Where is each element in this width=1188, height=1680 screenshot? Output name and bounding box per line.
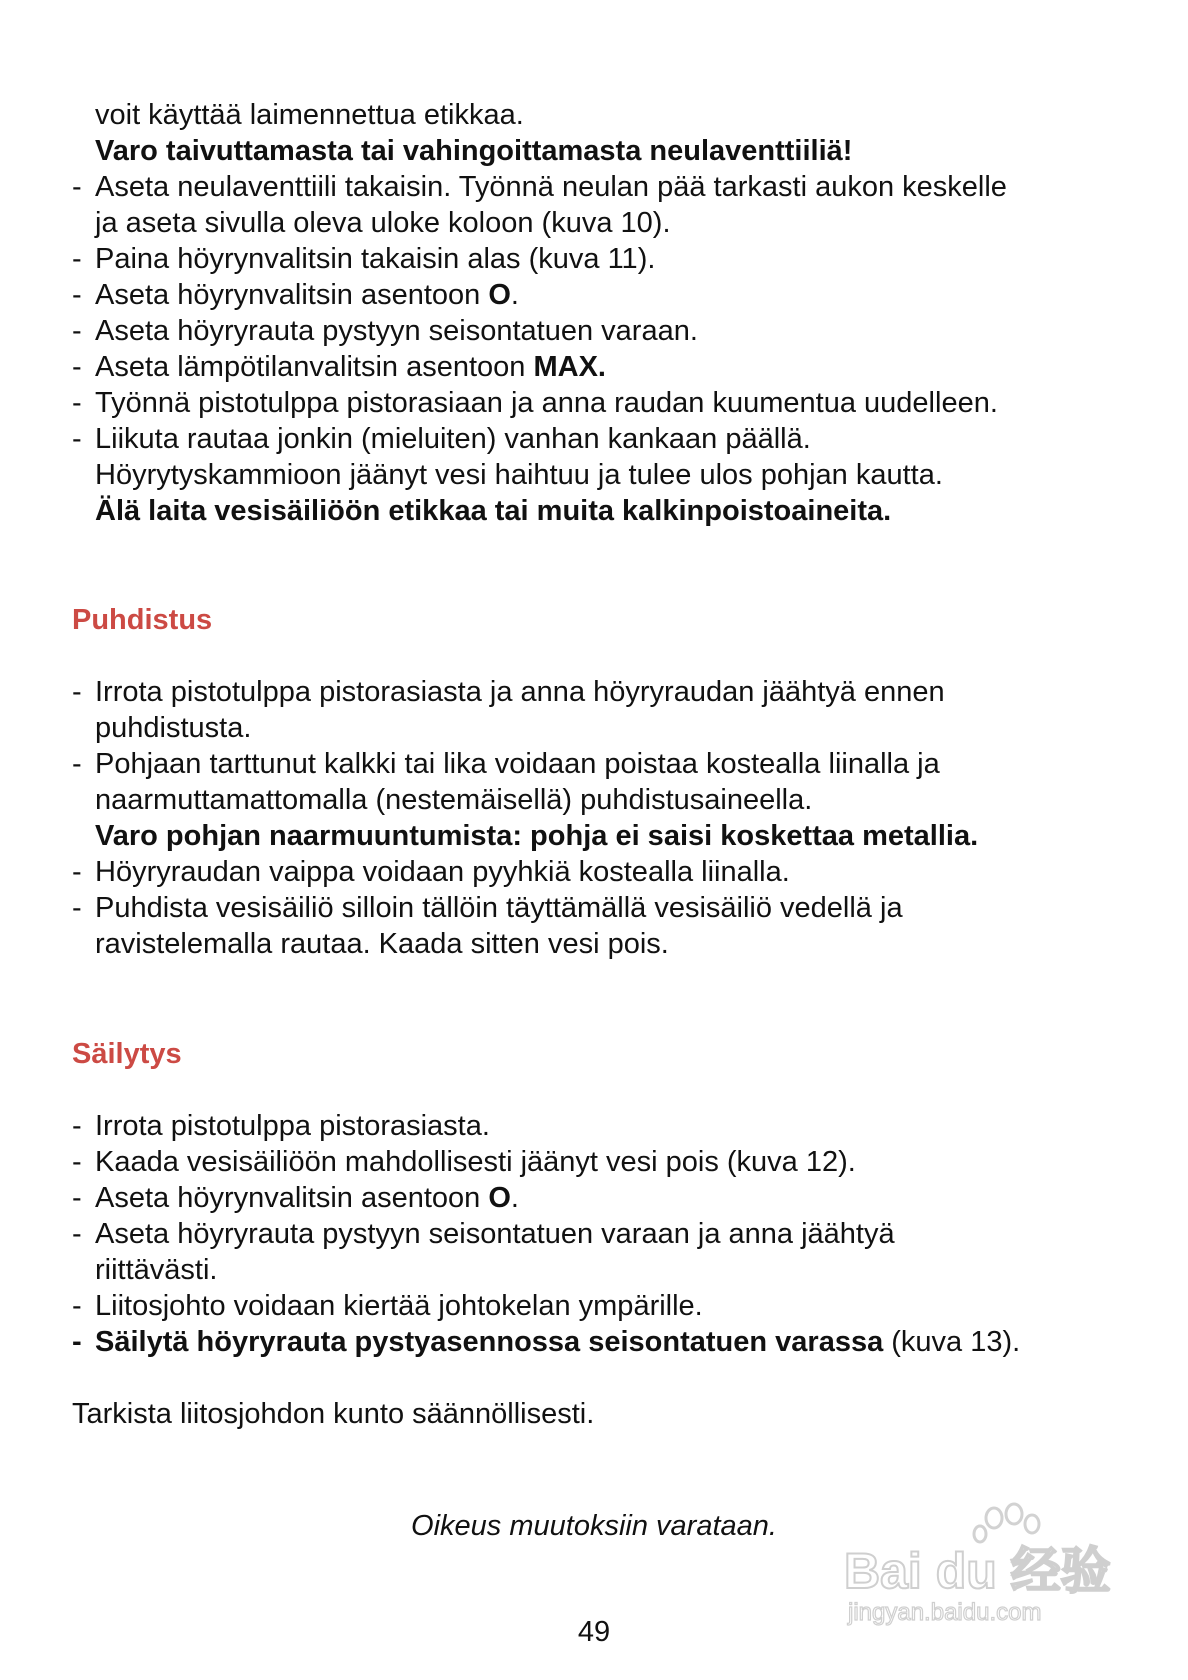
list-item-continued: ja aseta sivulla oleva uloke koloon (kuva 10). (95, 207, 671, 239)
list-item-continued: ravistelemalla rautaa. Kaada sitten vesi pois. (95, 928, 669, 960)
section-heading-storage: Säilytys (72, 1038, 182, 1070)
list-dash: - (72, 171, 82, 203)
document-page: voit käyttää laimennettua etikkaa. Varo taivuttamasta tai vahingoittamasta neulaventtiiliä! - Aseta neulaventtiili takaisin. Työnnä neulan pää tarkasti aukon keskelle ja aseta sivulla oleva uloke koloon (kuva 10). - Paina höyrynvalitsin takaisin alas (kuva 11). - Aseta höyrynvalitsin asentoon O. - Aseta höyryrauta pystyyn seisontatuen varaan. - Aseta lämpötilanvalitsin asentoon MAX. - Työnnä pistotulppa pistorasiaan ja anna raudan kuumentua uudelleen. - Liikuta rautaa jonkin (mieluiten) vanhan kankaan päällä. Höyrytyskammioon jäänyt vesi haihtuu ja tulee ulos pohjan kautta. Älä laita vesisäiliöön etikkaa tai muita kalkinpoistoaineita. Puhdistus - Irrota pistotulppa pistorasiasta ja anna höyryraudan jäähtyä ennen puhdistusta. - Pohjaan tarttunut kalkki tai lika voidaan poistaa kostealla liinalla ja naarmuttamattomalla (nestemäisellä) puhdistusaineella. Varo pohjan naarmuuntumista: pohja ei saisi koskettaa metallia. - Höyryraudan vaippa voidaan pyyhkiä kostealla liinalla. - Puhdista vesisäiliö silloin tällöin täyttämällä vesisäiliö vedellä ja ravistelemalla rautaa. Kaada sitten vesi pois. Säilytys - Irrota pistotulppa pistorasiasta. - Kaada vesisäiliöön mahdollisesti jäänyt vesi pois (kuva 12). - Aseta höyrynvalitsin asentoon O. - Aseta höyryrauta pystyyn seisontatuen varaan ja anna jäähtyä riittävästi. - Liitosjohto voidaan kiertää johtokelan ympärille. - Säilytä höyryrauta pystyasennossa seisontatuen varassa (kuva 13). Tarkista liitosjohdon kunto säännöllisesti. Oikeus muutoksiin varataan. Bai du 经验 jingyan.baidu.com 49 (0, 0, 1188, 1680)
list-item-continued: naarmuttamattomalla (nestemäisellä) puhdistusaineella. (95, 784, 813, 816)
list-item-continued: puhdistusta. (95, 712, 252, 744)
intro-line: voit käyttää laimennettua etikkaa. (95, 99, 524, 131)
list-item-continued: riittävästi. (95, 1254, 218, 1286)
watermark-url: jingyan.baidu.com (848, 1599, 1042, 1626)
watermark-logo-text: Bai du 经验 (844, 1543, 1111, 1599)
warning-line: Varo pohjan naarmuuntumista: pohja ei saisi koskettaa metallia. (95, 820, 979, 852)
final-warning: Älä laita vesisäiliöön etikkaa tai muita kalkinpoistoaineita. (95, 495, 892, 527)
maintenance-note: Tarkista liitosjohdon kunto säännöllisesti. (72, 1398, 595, 1430)
baidu-watermark-logo (840, 1500, 1140, 1630)
list-item-continued: Höyrytyskammioon jäänyt vesi haihtuu ja tulee ulos pohjan kautta. (95, 459, 943, 491)
section-heading-cleaning: Puhdistus (72, 604, 213, 636)
page-number: 49 (577, 1616, 611, 1648)
footer-note: Oikeus muutoksiin varataan. (411, 1510, 777, 1542)
warning-line: Varo taivuttamasta tai vahingoittamasta neulaventtiiliä! (95, 135, 853, 167)
